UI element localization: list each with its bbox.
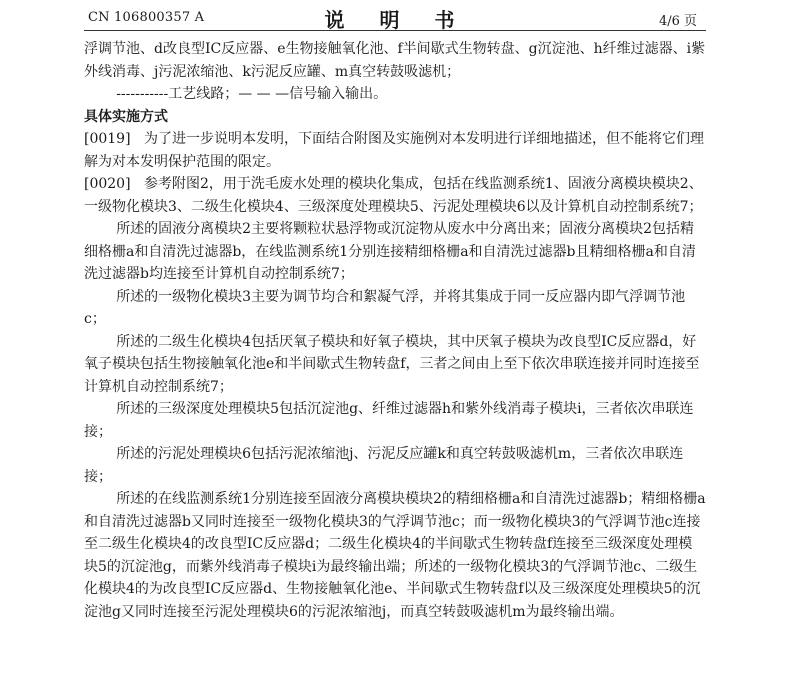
- legend-line: -----------工艺线路；— — —信号输入输出。: [116, 86, 388, 102]
- page-header: [0, 0, 793, 32]
- header-divider: [84, 30, 706, 31]
- paragraph-tag: [0019]: [84, 131, 131, 147]
- paragraph-monitoring: 所述的在线监测系统1分别连接至固液分离模块模块2的精细格栅a和自清洗过滤器b；精细格栅a和自清洗过滤器b又同时连接至一级物化模块3的气浮调节池c；而一级物化模块3的气浮调节池c连接至二级生化模块4的改良型IC反应器d；二级生化模块4的半间歇式生物转盘f连接至三级深度处理模块5的沉淀池g，而紫外线消毒子模块i为最终输出端；所述的一级物化模块3的气浮调节池c、二级生化模块4的为改良型IC反应器d、生物接触氧化池e、半间歇式生物转盘f以及三级深度处理模块5的沉淀池g又同时连接至污泥处理模块6的污泥浓缩池j，而真空转鼓吸滤机m为最终输出端。: [84, 491, 706, 620]
- paragraph-0020: [84, 173, 706, 218]
- paragraph-text: 为了进一步说明本发明，下面结合附图及实施例对本发明进行详细地描述，但不能将它们理解为对本发明保护范围的限定。: [84, 131, 704, 170]
- paragraph-solid-liquid: 所述的固液分离模块2主要将颗粒状悬浮物或沉淀物从废水中分离出来；固液分离模块2包括精细格栅a和自清洗过滤器b，在线监测系统1分别连接精细格栅a和自清洗过滤器b且精细格栅a和自清洗过滤器b均连接至计算机自动控制系统7；: [84, 221, 696, 282]
- document-body: [84, 38, 706, 623]
- paragraph-advanced-treatment: 所述的三级深度处理模块5包括沉淀池g、纤维过滤器h和紫外线消毒子模块i，三者依次串联连接；: [84, 401, 694, 440]
- intro-line: 浮调节池、d改良型IC反应器、e生物接触氧化池、f半间歇式生物转盘、g沉淀池、h纤维过滤器、i紫外线消毒、j污泥浓缩池、k污泥反应罐、m真空转鼓吸滤机；: [84, 41, 706, 80]
- paragraph-0019: [84, 128, 706, 173]
- paragraph-physicochemical: 所述的一级物化模块3主要为调节均合和絮凝气浮，并将其集成于同一反应器内即气浮调节池c；: [84, 288, 686, 327]
- paragraph-text: 参考附图2，用于洗毛废水处理的模块化集成，包括在线监测系统1、固液分离模块模块2、一级物化模块3、二级生化模块4、三级深度处理模块5、污泥处理模块6以及计算机自动控制系统7；: [84, 176, 703, 215]
- publication-number: CN 106800357 A: [88, 10, 205, 25]
- page-number: 4/6 页: [658, 14, 697, 29]
- document-title: 说 明 书: [324, 8, 469, 32]
- paragraph-sludge: 所述的污泥处理模块6包括污泥浓缩池j、污泥反应罐k和真空转鼓吸滤机m，三者依次串联连接；: [84, 446, 684, 485]
- section-heading: 具体实施方式: [84, 108, 168, 125]
- paragraph-tag: [0020]: [84, 176, 131, 192]
- paragraph-biochemical: 所述的二级生化模块4包括厌氧子模块和好氧子模块，其中厌氧子模块为改良型IC反应器d，好氧子模块包括生物接触氧化池e和半间歇式生物转盘f，三者之间由上至下依次串联连接并同时连接至计算机自动控制系统7；: [84, 333, 700, 395]
